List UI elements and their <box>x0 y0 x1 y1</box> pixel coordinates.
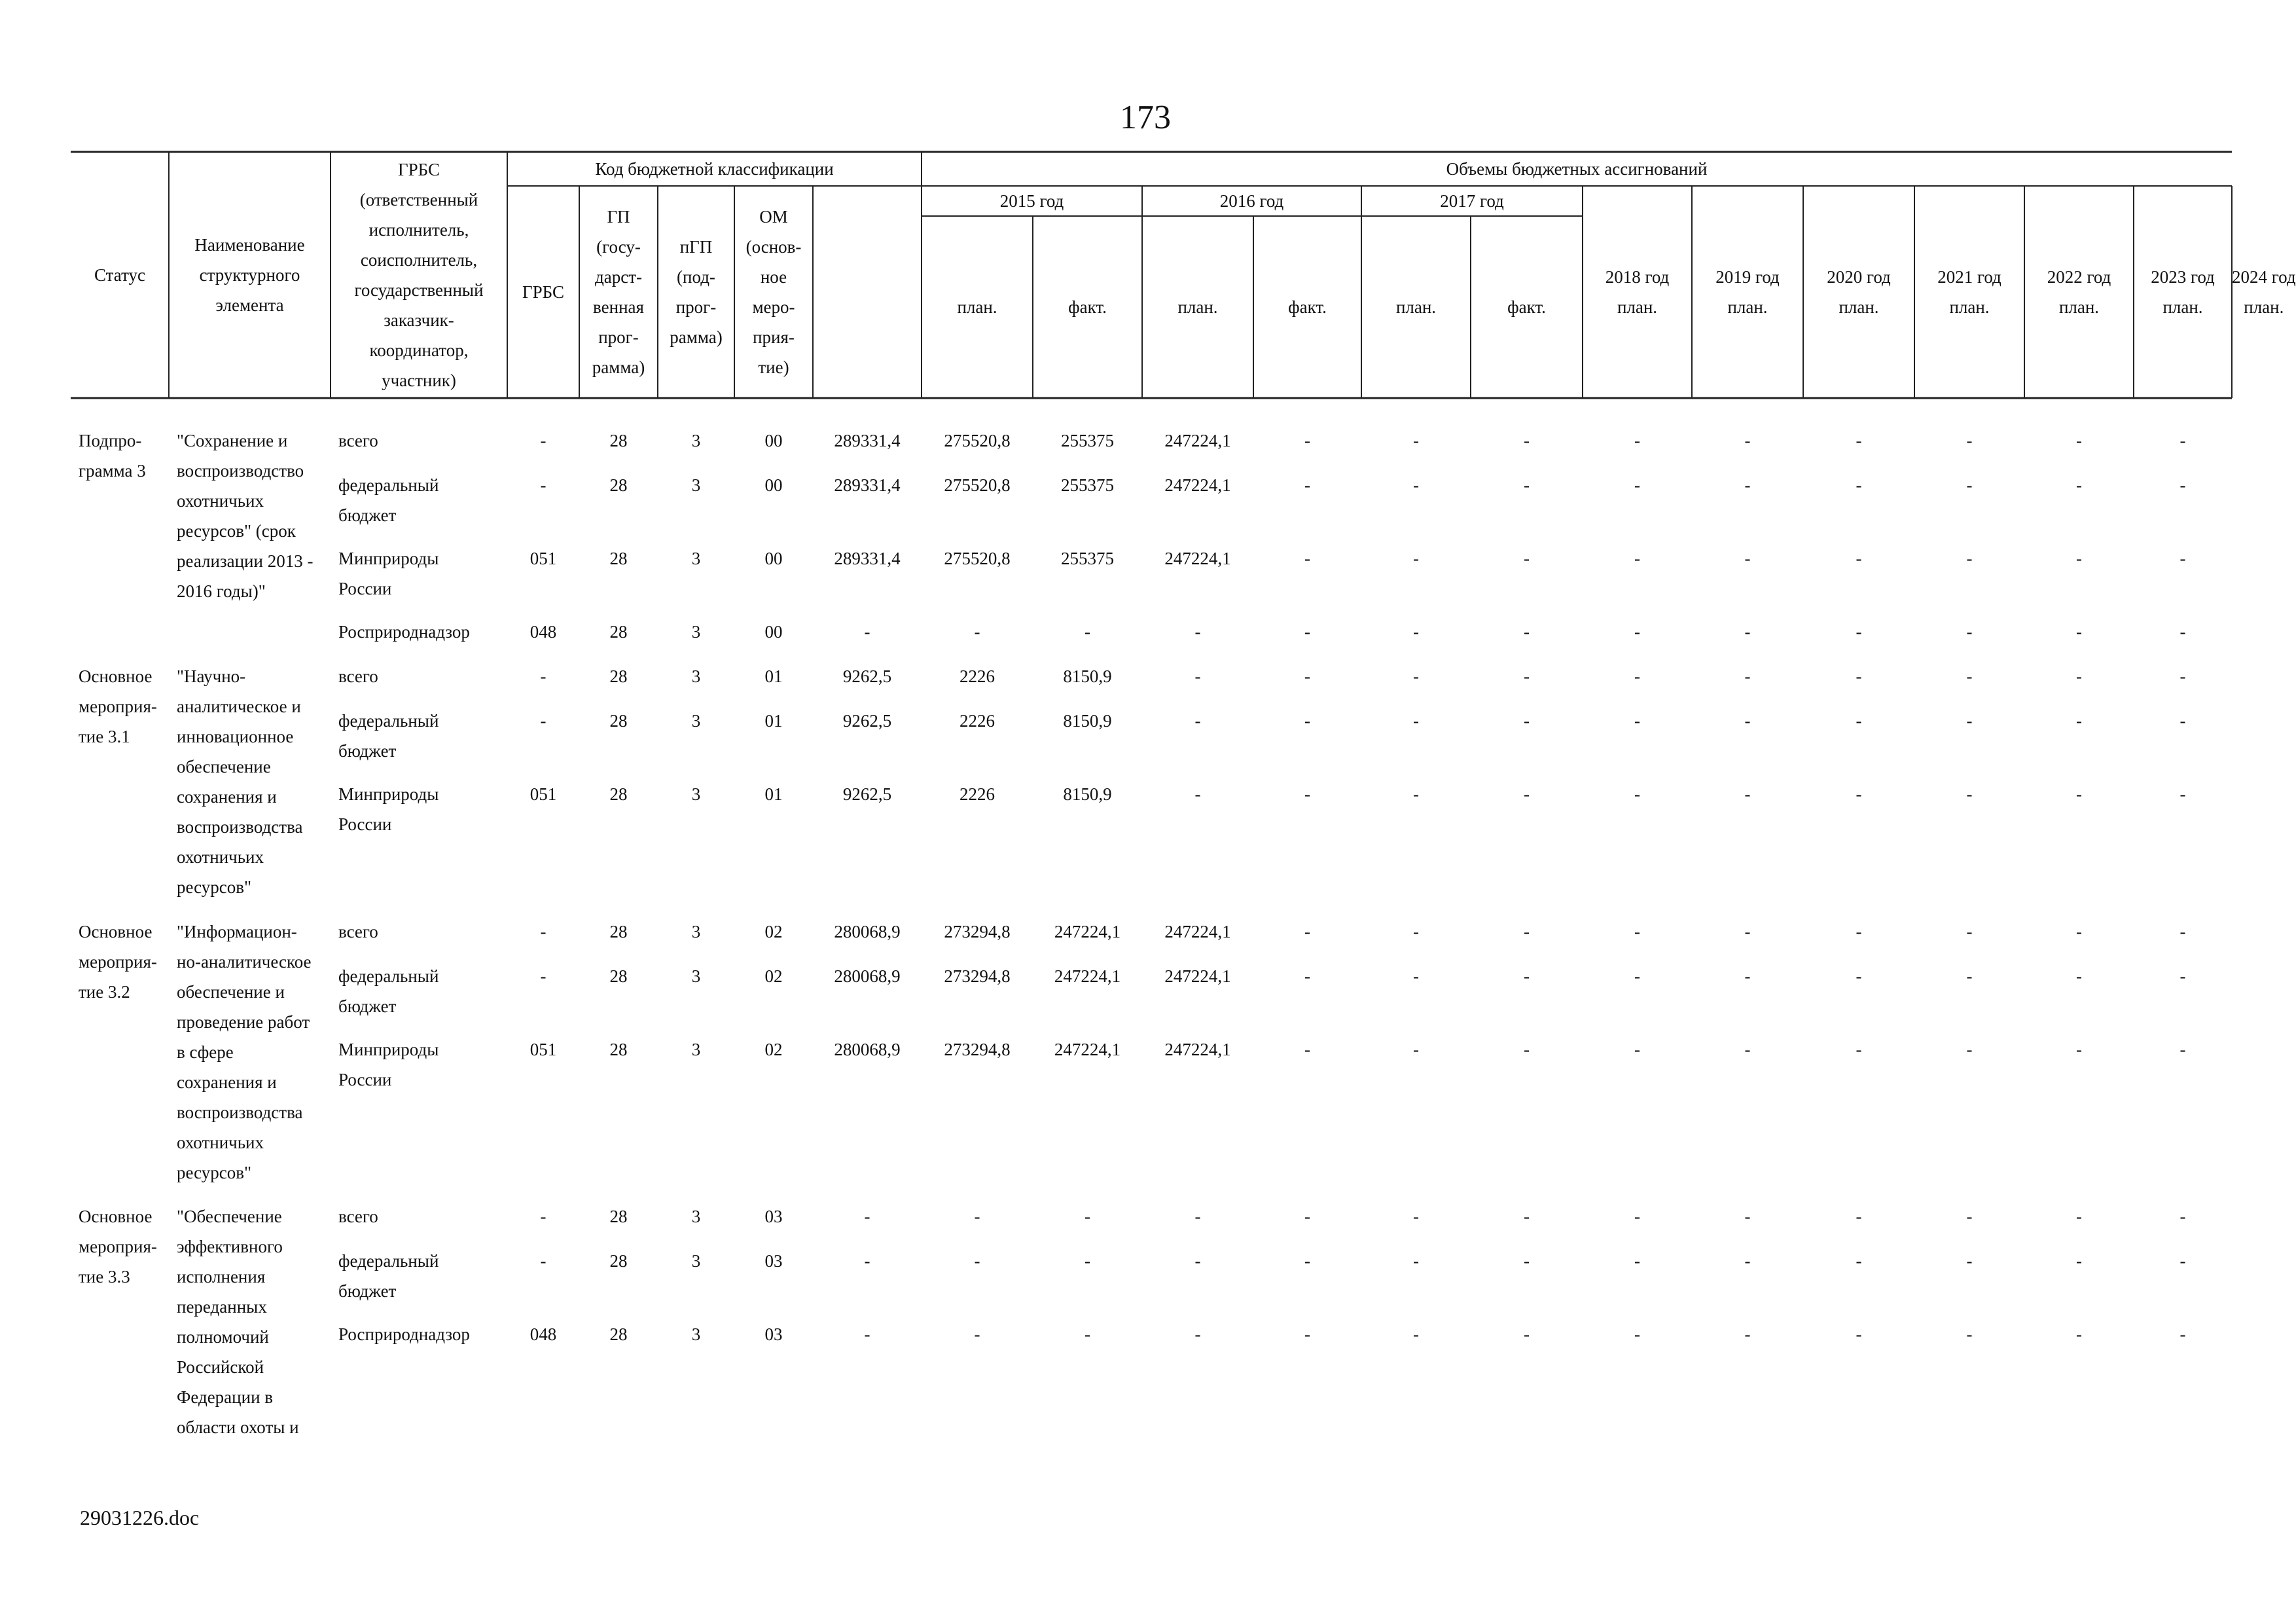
header-plan: план. <box>1177 297 1218 317</box>
row-funding-source: Росприроднадзор <box>338 622 470 642</box>
row-value: - <box>1524 711 1530 731</box>
header-year-2016: 2016 год <box>1219 191 1284 211</box>
header-year-2024-plan: 2024 год план. <box>2232 267 2296 317</box>
header-structural-element: Наименование структурного элемента <box>194 235 305 315</box>
row-value: - <box>2179 666 2186 686</box>
row-value: - <box>1413 711 1419 731</box>
row-om-code: 01 <box>764 784 783 804</box>
row-value: 247224,1 <box>1164 431 1231 450</box>
row-value: - <box>1194 784 1201 804</box>
row-value: - <box>1634 1207 1640 1226</box>
row-value: 9262,5 <box>842 666 892 686</box>
row-pgp-code: 3 <box>691 711 701 731</box>
row-om-code: 00 <box>764 622 783 642</box>
row-pgp-code: 3 <box>691 1040 701 1059</box>
row-grbs-code: - <box>540 666 547 686</box>
row-grbs-code: - <box>540 1207 547 1226</box>
row-value: - <box>1304 1040 1310 1059</box>
row-value: - <box>1304 784 1310 804</box>
group-structural-element-name: "Обеспечение эффективного исполнения переданных полномочий Российской Федерации в области охоты и <box>177 1207 299 1437</box>
row-funding-source: федеральный бюджет <box>338 966 439 1016</box>
page-number: 173 <box>1120 99 1171 136</box>
row-value: - <box>1856 549 1862 568</box>
header-year-2019-plan: 2019 год план. <box>1715 267 1780 317</box>
row-value: - <box>2179 966 2186 986</box>
row-value: - <box>1304 711 1310 731</box>
row-value: - <box>1413 922 1419 941</box>
row-grbs-code: - <box>540 711 547 731</box>
row-funding-source: Росприроднадзор <box>338 1324 470 1344</box>
row-value: - <box>1966 475 1973 495</box>
row-value: - <box>2076 966 2082 986</box>
row-value: 255375 <box>1061 549 1114 568</box>
row-value: - <box>1304 922 1310 941</box>
row-grbs-code: - <box>540 966 547 986</box>
row-value: - <box>1744 622 1751 642</box>
row-value: - <box>2179 711 2186 731</box>
row-value: 273294,8 <box>944 1040 1011 1059</box>
header-om: ОМ (основ- ное меро- прия- тие) <box>745 207 802 377</box>
row-value: 8150,9 <box>1063 784 1112 804</box>
row-value: - <box>1085 1251 1090 1271</box>
row-value: - <box>1304 475 1310 495</box>
row-value: - <box>1304 1324 1310 1344</box>
row-value: 247224,1 <box>1054 966 1121 986</box>
row-pgp-code: 3 <box>691 1324 701 1344</box>
row-pgp-code: 3 <box>691 922 701 941</box>
row-value: - <box>864 1251 870 1271</box>
row-value: - <box>2179 1040 2186 1059</box>
row-value: - <box>1634 549 1640 568</box>
group-status: Подпро- грамма 3 <box>79 431 146 481</box>
row-value: - <box>1856 1040 1862 1059</box>
row-value: 273294,8 <box>944 966 1011 986</box>
row-value: 2226 <box>960 711 995 731</box>
row-value: 247224,1 <box>1164 1040 1231 1059</box>
row-om-code: 03 <box>764 1324 783 1344</box>
row-value: - <box>1413 549 1419 568</box>
row-grbs-code: 048 <box>529 1324 557 1344</box>
row-pgp-code: 3 <box>691 966 701 986</box>
row-value: 2226 <box>960 666 995 686</box>
row-value: - <box>974 1207 980 1226</box>
header-year-2015: 2015 год <box>999 191 1064 211</box>
row-value: - <box>1524 622 1530 642</box>
row-value: - <box>1634 431 1640 450</box>
row-value: - <box>864 1324 870 1344</box>
row-grbs-code: - <box>540 922 547 941</box>
row-value: - <box>1966 549 1973 568</box>
row-grbs-code: - <box>540 1251 547 1271</box>
row-value: - <box>1634 666 1640 686</box>
row-value: - <box>1413 1324 1419 1344</box>
row-value: - <box>1304 1207 1310 1226</box>
row-value: - <box>1194 1251 1201 1271</box>
row-value: - <box>1085 1324 1090 1344</box>
row-value: 280068,9 <box>834 1040 901 1059</box>
row-value: - <box>1856 431 1862 450</box>
header-gp: ГП (госу- дарст- венная прог- рамма) <box>592 207 645 377</box>
footer-filename: 29031226.doc <box>80 1506 200 1529</box>
row-value: - <box>1634 922 1640 941</box>
header-fact: факт. <box>1507 297 1546 317</box>
row-value: - <box>1524 1324 1530 1344</box>
row-value: - <box>2179 922 2186 941</box>
row-value: - <box>1966 622 1973 642</box>
row-value: - <box>1413 1251 1419 1271</box>
row-value: - <box>1413 966 1419 986</box>
row-value: 275520,8 <box>944 549 1011 568</box>
row-grbs-code: 051 <box>529 549 557 568</box>
header-year-2022-plan: 2022 год план. <box>2047 267 2111 317</box>
row-value: - <box>2076 784 2082 804</box>
row-value: - <box>1524 666 1530 686</box>
row-pgp-code: 3 <box>691 549 701 568</box>
row-value: - <box>1856 922 1862 941</box>
header-year-2020-plan: 2020 год план. <box>1827 267 1891 317</box>
row-value: 289331,4 <box>834 549 901 568</box>
row-funding-source: федеральный бюджет <box>338 1251 439 1301</box>
row-value: 280068,9 <box>834 922 901 941</box>
row-value: 247224,1 <box>1164 475 1231 495</box>
row-value: - <box>1856 1207 1862 1226</box>
row-value: - <box>1194 622 1201 642</box>
row-value: - <box>2179 1251 2186 1271</box>
row-pgp-code: 3 <box>691 1251 701 1271</box>
row-grbs-code: 051 <box>529 1040 557 1059</box>
row-value: 255375 <box>1061 431 1114 450</box>
row-value: - <box>1966 1207 1973 1226</box>
row-value: - <box>974 622 980 642</box>
row-gp-code: 28 <box>609 711 628 731</box>
header-status: Статус <box>94 265 145 285</box>
header-year-2017: 2017 год <box>1440 191 1504 211</box>
row-value: 247224,1 <box>1054 1040 1121 1059</box>
row-value: - <box>1634 1040 1640 1059</box>
row-gp-code: 28 <box>609 475 628 495</box>
row-value: 247224,1 <box>1164 966 1231 986</box>
row-gp-code: 28 <box>609 1207 628 1226</box>
header-grbs: ГРБС <box>522 282 564 302</box>
row-value: - <box>1856 1324 1862 1344</box>
header-year-2023-plan: 2023 год план. <box>2151 267 2215 317</box>
row-value: - <box>2179 622 2186 642</box>
header-budget-classification-code: Код бюджетной классификации <box>595 159 834 179</box>
row-funding-source: всего <box>338 666 378 686</box>
row-om-code: 02 <box>764 1040 783 1059</box>
row-om-code: 02 <box>764 922 783 941</box>
row-value: 9262,5 <box>842 784 892 804</box>
row-gp-code: 28 <box>609 1324 628 1344</box>
row-funding-source: Минприроды России <box>338 784 439 834</box>
row-pgp-code: 3 <box>691 622 701 642</box>
row-value: - <box>1524 922 1530 941</box>
group-status: Основное мероприя- тие 3.1 <box>79 666 157 746</box>
header-year-2021-plan: 2021 год план. <box>1937 267 2001 317</box>
row-value: - <box>864 622 870 642</box>
row-value: 9262,5 <box>842 711 892 731</box>
row-value: - <box>1744 1207 1751 1226</box>
group-structural-element-name: "Сохранение и воспроизводство охотничьих ресурсов" (срок реализации 2013 - 2016 годы)" <box>177 431 314 601</box>
row-value: - <box>974 1324 980 1344</box>
row-value: - <box>2179 1207 2186 1226</box>
row-value: - <box>1634 784 1640 804</box>
row-value: - <box>1634 475 1640 495</box>
row-value: - <box>1413 475 1419 495</box>
row-value: - <box>2179 475 2186 495</box>
row-value: - <box>1634 1251 1640 1271</box>
row-value: - <box>1413 622 1419 642</box>
row-value: - <box>1413 1207 1419 1226</box>
row-value: - <box>1304 1251 1310 1271</box>
row-value: - <box>1856 666 1862 686</box>
row-pgp-code: 3 <box>691 784 701 804</box>
row-value: - <box>1966 1324 1973 1344</box>
row-value: 289331,4 <box>834 475 901 495</box>
row-value: - <box>1304 966 1310 986</box>
row-gp-code: 28 <box>609 622 628 642</box>
row-value: - <box>1856 622 1862 642</box>
row-value: - <box>1194 1324 1201 1344</box>
row-value: - <box>1304 666 1310 686</box>
row-value: - <box>2076 1251 2082 1271</box>
group-status: Основное мероприя- тие 3.3 <box>79 1207 157 1286</box>
row-value: - <box>1194 666 1201 686</box>
header-grbs-responsible: ГРБС (ответственный исполнитель, соисполнитель, государственный заказчик- координатор, участник) <box>354 160 484 390</box>
group-status: Основное мероприя- тие 3.2 <box>79 922 157 1002</box>
row-value: - <box>1966 711 1973 731</box>
row-value: - <box>2179 784 2186 804</box>
row-value: - <box>1744 549 1751 568</box>
row-value: - <box>2076 1324 2082 1344</box>
row-value: - <box>1085 1207 1090 1226</box>
header-plan: план. <box>957 297 997 317</box>
row-value: - <box>1856 966 1862 986</box>
header-plan: план. <box>1395 297 1437 317</box>
row-value: 8150,9 <box>1063 666 1112 686</box>
row-om-code: 01 <box>764 666 783 686</box>
row-value: - <box>1304 431 1310 450</box>
row-value: 8150,9 <box>1063 711 1112 731</box>
header-pgp: пГП (под- прог- рамма) <box>670 237 723 347</box>
row-gp-code: 28 <box>609 966 628 986</box>
row-value: - <box>1524 431 1530 450</box>
row-funding-source: Минприроды России <box>338 549 439 598</box>
row-value: - <box>2179 1324 2186 1344</box>
row-om-code: 00 <box>764 475 783 495</box>
row-grbs-code: - <box>540 475 547 495</box>
row-om-code: 00 <box>764 549 783 568</box>
row-value: - <box>2076 711 2082 731</box>
row-gp-code: 28 <box>609 431 628 450</box>
row-funding-source: всего <box>338 431 378 450</box>
row-value: 273294,8 <box>944 922 1011 941</box>
header-fact: факт. <box>1288 297 1327 317</box>
row-funding-source: всего <box>338 922 378 941</box>
row-value: - <box>2076 1207 2082 1226</box>
row-value: - <box>1634 711 1640 731</box>
row-value: - <box>1524 1207 1530 1226</box>
row-value: - <box>1744 1040 1751 1059</box>
row-value: - <box>1744 922 1751 941</box>
row-value: - <box>1856 711 1862 731</box>
row-pgp-code: 3 <box>691 475 701 495</box>
row-funding-source: федеральный бюджет <box>338 711 439 761</box>
row-value: - <box>2076 922 2082 941</box>
row-value: - <box>1304 549 1310 568</box>
row-value: - <box>2179 549 2186 568</box>
row-om-code: 03 <box>764 1251 783 1271</box>
row-pgp-code: 3 <box>691 431 701 450</box>
row-grbs-code: 051 <box>529 784 557 804</box>
row-value: - <box>1304 622 1310 642</box>
row-value: - <box>1634 1324 1640 1344</box>
row-value: - <box>1966 784 1973 804</box>
row-value: - <box>1413 431 1419 450</box>
row-value: - <box>2076 431 2082 450</box>
row-value: - <box>1524 549 1530 568</box>
header-year-2018-plan: 2018 год план. <box>1605 267 1670 317</box>
header-budget-allocations: Объемы бюджетных ассигнований <box>1446 159 1708 179</box>
row-gp-code: 28 <box>609 666 628 686</box>
row-value: - <box>974 1251 980 1271</box>
row-value: - <box>1744 1324 1751 1344</box>
row-value: - <box>2179 431 2186 450</box>
row-value: - <box>1413 784 1419 804</box>
row-value: - <box>1966 431 1973 450</box>
row-om-code: 00 <box>764 431 783 450</box>
row-value: - <box>1856 475 1862 495</box>
row-value: - <box>1744 784 1751 804</box>
row-value: - <box>1744 431 1751 450</box>
row-value: - <box>1524 475 1530 495</box>
row-funding-source: всего <box>338 1207 378 1226</box>
row-value: 275520,8 <box>944 431 1011 450</box>
row-value: - <box>2076 475 2082 495</box>
row-om-code: 02 <box>764 966 783 986</box>
row-pgp-code: 3 <box>691 666 701 686</box>
row-value: - <box>1856 1251 1862 1271</box>
row-value: - <box>1966 666 1973 686</box>
row-value: - <box>1524 784 1530 804</box>
row-value: - <box>1966 1040 1973 1059</box>
row-value: 247224,1 <box>1054 922 1121 941</box>
row-value: - <box>1524 1251 1530 1271</box>
row-gp-code: 28 <box>609 549 628 568</box>
row-value: - <box>1413 666 1419 686</box>
row-value: - <box>1524 1040 1530 1059</box>
row-gp-code: 28 <box>609 922 628 941</box>
row-om-code: 03 <box>764 1207 783 1226</box>
group-structural-element-name: "Информацион- но-аналитическое обеспечение и проведение работ в сфере сохранения и воспроизводства охотничьих ресурсов" <box>177 922 312 1182</box>
row-value: - <box>1413 1040 1419 1059</box>
row-value: 2226 <box>960 784 995 804</box>
row-value: 289331,4 <box>834 431 901 450</box>
row-value: - <box>2076 1040 2082 1059</box>
row-om-code: 01 <box>764 711 783 731</box>
row-value: 247224,1 <box>1164 922 1231 941</box>
row-value: - <box>1744 475 1751 495</box>
row-grbs-code: - <box>540 431 547 450</box>
row-value: - <box>1744 666 1751 686</box>
row-value: - <box>1194 711 1201 731</box>
row-value: - <box>1634 622 1640 642</box>
row-value: - <box>1524 966 1530 986</box>
row-value: - <box>1634 966 1640 986</box>
row-funding-source: федеральный бюджет <box>338 475 439 525</box>
row-pgp-code: 3 <box>691 1207 701 1226</box>
row-value: 280068,9 <box>834 966 901 986</box>
group-structural-element-name: "Научно- аналитическое и инновационное обеспечение сохранения и воспроизводства охотничьих ресурсов" <box>177 666 303 897</box>
row-grbs-code: 048 <box>529 622 557 642</box>
row-gp-code: 28 <box>609 784 628 804</box>
row-value: - <box>1856 784 1862 804</box>
row-value: - <box>2076 549 2082 568</box>
row-value: - <box>1744 711 1751 731</box>
row-value: - <box>1194 1207 1201 1226</box>
row-value: - <box>1966 1251 1973 1271</box>
header-fact: факт. <box>1068 297 1107 317</box>
row-value: 275520,8 <box>944 475 1011 495</box>
row-value: 247224,1 <box>1164 549 1231 568</box>
row-gp-code: 28 <box>609 1040 628 1059</box>
row-value: - <box>2076 666 2082 686</box>
row-gp-code: 28 <box>609 1251 628 1271</box>
row-value: - <box>2076 622 2082 642</box>
row-value: - <box>1966 922 1973 941</box>
row-value: 255375 <box>1061 475 1114 495</box>
row-value: - <box>864 1207 870 1226</box>
row-value: - <box>1744 1251 1751 1271</box>
row-funding-source: Минприроды России <box>338 1040 439 1089</box>
row-value: - <box>1085 622 1090 642</box>
row-value: - <box>1966 966 1973 986</box>
row-value: - <box>1744 966 1751 986</box>
